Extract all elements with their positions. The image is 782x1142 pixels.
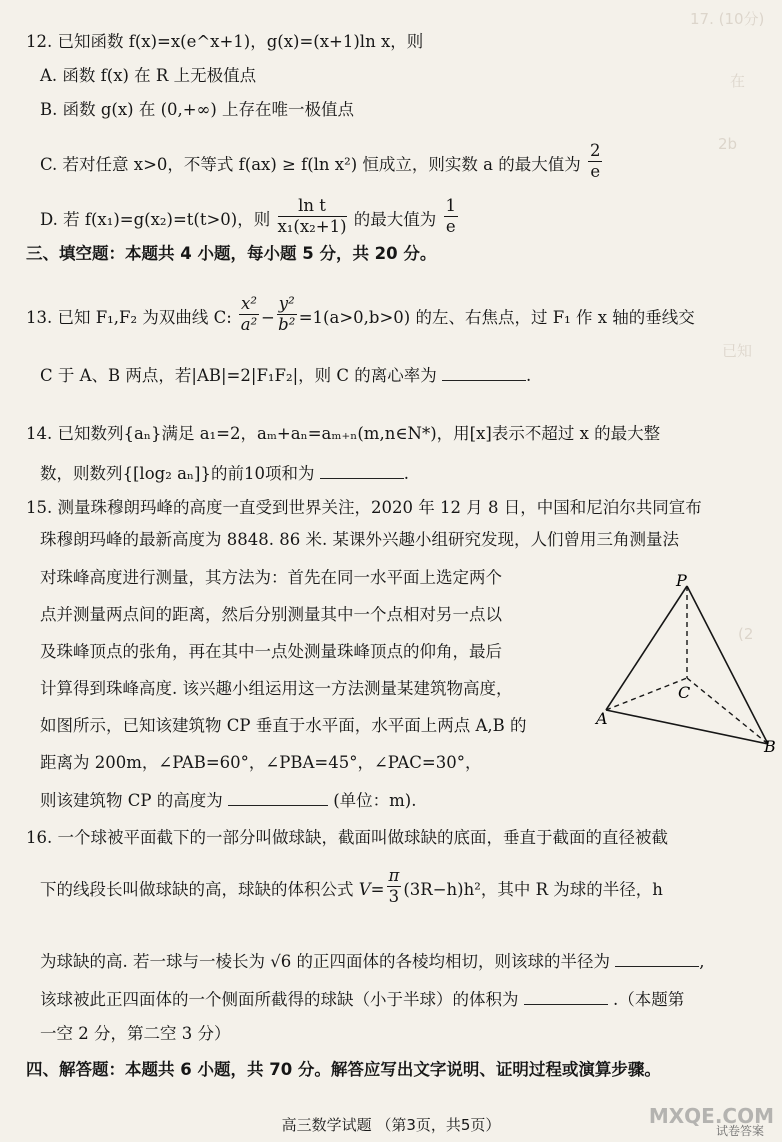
q13-text-post: =1(a>0,b>0) 的左、右焦点，过 F₁ 作 x 轴的垂线交 <box>298 308 695 327</box>
edge-PB <box>687 586 768 744</box>
fraction-denominator: x₁(x₂+1) <box>277 217 347 236</box>
fraction-numerator: y² <box>278 294 295 313</box>
q12-stem: 12. 已知函数 f(x)=x(e^x+1)，g(x)=(x+1)ln x，则 <box>26 32 424 51</box>
q16-answer-blank-2[interactable] <box>524 990 608 1005</box>
q14-answer-blank[interactable] <box>320 464 404 479</box>
fraction-numerator: x² <box>241 294 257 313</box>
tetrahedron-figure <box>592 572 778 752</box>
fraction-numerator: 1 <box>445 196 457 215</box>
q12-option-c-text: C. 若对任意 x>0，不等式 f(ax) ≥ f(ln x²) 恒成立，则实数 a 的最大值为 <box>40 155 581 174</box>
q15-line-8: 距离为 200m，∠PAB=60°，∠PBA=45°，∠PAC=30°， <box>40 753 482 772</box>
q16-text-line3: 为球缺的高. 若一球与一棱长为 √6 的正四面体的各棱均相切，则该球的半径为 <box>40 952 610 971</box>
q15-line-3: 对珠峰高度进行测量，其方法为：首先在同一水平面上选定两个 <box>40 568 502 587</box>
q16-formula-text: (3R−h)h²，其中 R 为球的半径，h <box>403 880 663 899</box>
fraction-denominator: e <box>590 162 601 181</box>
q14-line-1: 14. 已知数列{aₙ}满足 a₁=2，aₘ+aₙ=aₘ₊ₙ(m,n∈N*)，用[x]表示不超过 x 的最大整 <box>26 424 661 443</box>
q12-option-b: B. 函数 g(x) 在 (0,+∞) 上存在唯一极值点 <box>40 100 355 119</box>
vertex-label-P: P <box>676 572 687 590</box>
fraction-denominator: a² <box>240 315 258 334</box>
q16-text-pre: 下的线段长叫做球缺的高，球缺的体积公式 <box>40 880 354 899</box>
watermark-caption: 试卷答案 <box>715 1124 764 1138</box>
q12-option-a: A. 函数 f(x) 在 R 上无极值点 <box>40 66 257 85</box>
q12-d-answer-fraction <box>444 196 459 237</box>
q15-text-post: (单位：m). <box>333 791 417 810</box>
fraction-numerator: ln t <box>278 196 347 217</box>
q16-line-1: 16. 一个球被平面截下的一部分叫做球缺，截面叫做球缺的底面，垂直于截面的直径被截 <box>26 828 668 847</box>
edge-CB <box>687 678 768 744</box>
q13-answer-blank[interactable] <box>442 366 526 381</box>
q12-option-d <box>40 196 460 241</box>
q12-option-d-mid: 的最大值为 <box>353 210 437 229</box>
q13-line-1: 13. 已知 F₁,F₂ 为双曲线 C: $\frac{\text{x²}}{\text{a²}}$ − $\frac{\text{y²}}{\text{b²}}$ =1(a>0,b>0) 的左、右焦点，过 F₁ 作 x 轴的垂线交 <box>26 294 695 334</box>
q15-line-6: 计算得到珠峰高度. 该兴趣小组运用这一方法测量某建筑物高度， <box>40 679 513 698</box>
q16-answer-blank-1[interactable] <box>615 952 699 967</box>
bleed-text: 已知 <box>722 342 753 360</box>
q15-line-5: 及珠峰顶点的张角，再在其中一点处测量珠峰顶点的仰角，最后 <box>40 642 502 661</box>
q13-fraction-x <box>239 294 259 335</box>
q15-text-pre: 则该建筑物 CP 的高度为 <box>40 791 223 810</box>
q12-c-answer-fraction <box>588 141 603 182</box>
edge-PA <box>606 586 687 710</box>
q16-line-2: 下的线段长叫做球缺的高，球缺的体积公式 V= $\frac{\pi}{3}$ (3R−h)h²，其中 R 为球的半径，h <box>40 866 663 906</box>
watermark-logo: MXQE.COM <box>648 1104 774 1128</box>
fraction-denominator: b² <box>278 315 296 334</box>
edge-AB <box>606 710 768 744</box>
vertex-label-C: C <box>678 683 691 702</box>
q14-line-2: 数，则数列{[log₂ aₙ]}的前10项和为 . <box>40 464 409 483</box>
bleed-text: 17. (10分) <box>690 10 765 28</box>
q16-line-3: 为球缺的高. 若一球与一棱长为 √6 的正四面体的各棱均相切，则该球的半径为 , <box>40 952 705 971</box>
section-3-heading: 三、填空题：本题共 4 小题，每小题 5 分，共 20 分。 <box>26 244 437 263</box>
vertex-label-A: A <box>596 709 608 728</box>
edge-AC <box>606 678 687 710</box>
bleed-text: 在 <box>730 72 746 90</box>
q13-fraction-y <box>277 294 297 335</box>
q15-line-2: 珠穆朗玛峰的最新高度为 8848. 86 米. 某课外兴趣小组研究发现，人们曾用三角测量法 <box>40 530 679 549</box>
q13-text-pre: 13. 已知 F₁,F₂ 为双曲线 C: <box>26 308 232 327</box>
q14-text-line2: 数，则数列{[log₂ aₙ]}的前10项和为 <box>40 464 315 483</box>
q15-line-1: 15. 测量珠穆朗玛峰的高度一直受到世界关注，2020 年 12 月 8 日，中国和尼泊尔共同宣布 <box>26 498 702 517</box>
q13-line-2: C 于 A、B 两点，若|AB|=2|F₁F₂|，则 C 的离心率为 . <box>40 366 532 385</box>
q12-d-fraction <box>278 196 347 237</box>
q16-line-4 <box>40 988 684 1012</box>
vertex-label-B: B <box>764 737 776 752</box>
q15-line-7: 如图所示，已知该建筑物 CP 垂直于水平面，水平面上两点 A,B 的 <box>40 716 527 735</box>
fraction-denominator: 3 <box>388 887 400 906</box>
bleed-text: 2b <box>718 135 738 153</box>
page-footer: 高三数学试题 （第3页，共5页） <box>281 1116 501 1134</box>
q16-text-line4-post: .（本题第 <box>613 990 685 1009</box>
section-4-heading: 四、解答题：本题共 6 小题，共 70 分。解答应写出文字说明、证明过程或演算步骤。 <box>26 1060 661 1079</box>
bleed-text: (2 <box>738 625 754 643</box>
q15-answer-blank[interactable] <box>228 791 328 806</box>
q15-line-9 <box>40 789 416 813</box>
q16-line-5: 一空 2 分，第二空 3 分） <box>40 1024 231 1043</box>
fraction-numerator: π <box>388 866 400 885</box>
q16-volume-fraction <box>387 866 402 907</box>
q16-text-line4: 该球被此正四面体的一个侧面所截得的球缺（小于半球）的体积为 <box>40 990 519 1009</box>
fraction-numerator: 2 <box>589 141 601 160</box>
q12-option-d-text: D. 若 f(x₁)=g(x₂)=t(t>0)，则 <box>40 210 271 229</box>
q13-text-line2: C 于 A、B 两点，若|AB|=2|F₁F₂|，则 C 的离心率为 <box>40 366 437 385</box>
q12-option-c <box>40 141 604 186</box>
q15-line-4: 点并测量两点间的距离，然后分别测量其中一个点相对另一点以 <box>40 605 502 624</box>
fraction-denominator: e <box>445 217 456 236</box>
